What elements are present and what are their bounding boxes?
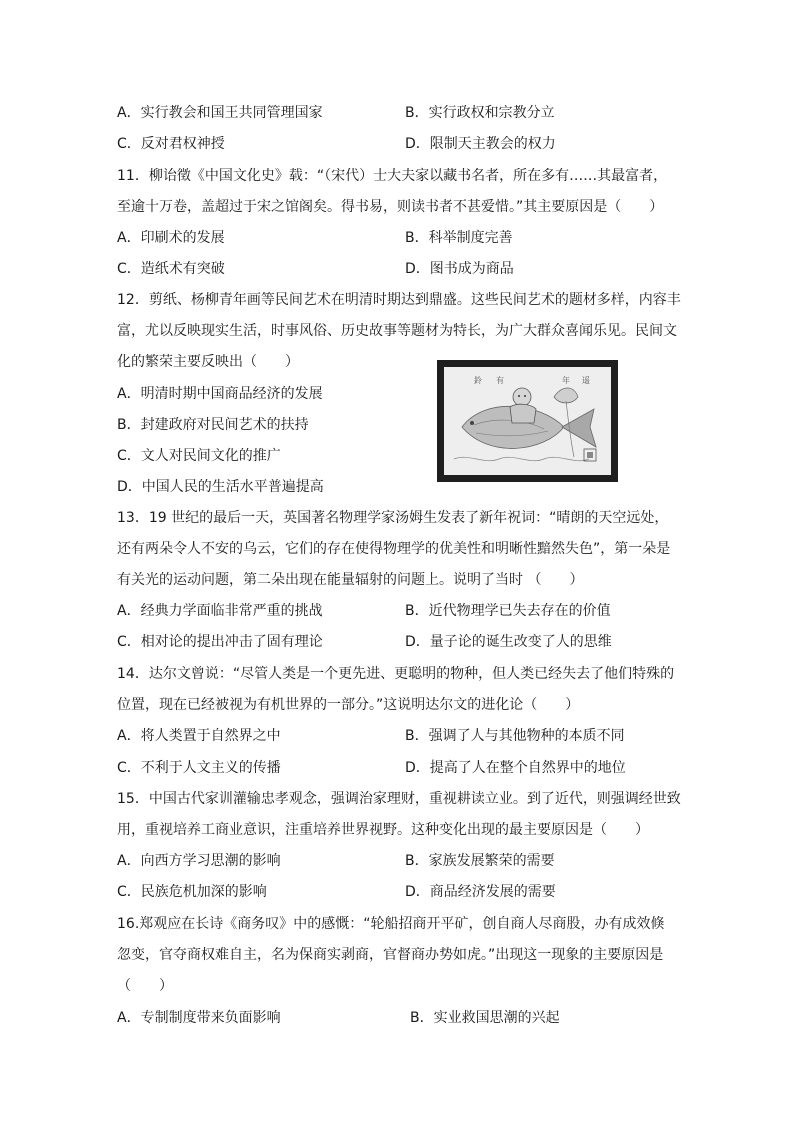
q15-option-d: D．商品经济发展的需要	[405, 884, 556, 900]
q15-stem-line-1: 15．中国古代家训灌输忠孝观念，强调治家理财，重视耕读立业。到了近代，则强调经世致	[117, 791, 681, 807]
painting-illustration	[444, 367, 611, 475]
q16-option-a: A．专制制度带来负面影响	[117, 1010, 281, 1026]
q15-option-a: A．向西方学习思潮的影响	[117, 853, 281, 869]
q11-option-b: B．科举制度完善	[405, 230, 513, 246]
q14-option-b: B．强调了人与其他物种的本质不同	[405, 728, 625, 744]
q13-option-b: B．近代物理学已失去存在的价值	[405, 603, 611, 619]
q15-stem-line-2: 用，重视培养工商业意识，注重培养世界视野。这种变化出现的最主要原因是（ ）	[117, 822, 649, 838]
q14-stem-line-2: 位置，现在已经被视为有机世界的一部分。”这说明达尔文的进化论（ ）	[117, 697, 580, 713]
q16-option-b: B．实业救国思潮的兴起	[410, 1010, 560, 1026]
painting-canvas	[444, 367, 611, 475]
q13-option-c: C．相对论的提出冲击了固有理论	[117, 634, 323, 650]
q16-stem-line-1: 16.郑观应在长诗《商务叹》中的感慨：“轮船招商开平矿，创自商人尽商股，办有成效倏	[117, 916, 665, 932]
caption-char-1: 鈴	[474, 376, 482, 385]
q11-stem-line-1: 11．柳诒徵《中国文化史》载：“（宋代）士大夫家以藏书名者，所在多有……其最富者，	[117, 168, 668, 184]
q11-option-a: A．印刷术的发展	[117, 230, 225, 246]
q14-stem-line-1: 14．达尔文曾说：“尽管人类是一个更先进、更聪明的物种，但人类已经失去了他们特殊的	[117, 666, 675, 682]
child-head-shape	[513, 388, 531, 406]
q10-option-c: C．反对君权神授	[117, 136, 225, 152]
q12-stem-line-3: 化的繁荣主要反映出（ ）	[117, 354, 299, 370]
caption-char-4: 遥	[582, 376, 590, 385]
q13-stem-line-3: 有关光的运动问题，第二朵出现在能量辐射的问题上。说明了当时 （ ）	[117, 572, 584, 588]
q14-option-c: C．不利于人文主义的传播	[117, 760, 281, 776]
new-year-painting-figure	[437, 360, 618, 482]
q13-stem-line-2: 还有两朵令人不安的乌云，它们的存在使得物理学的优美性和明晰性黯然失色”，第一朵是	[117, 541, 671, 557]
q13-option-a: A．经典力学面临非常严重的挑战	[117, 603, 323, 619]
q10-option-a: A．实行教会和国王共同管理国家	[117, 105, 323, 121]
q12-stem-line-1: 12．剪纸、杨柳青年画等民间艺术在明清时期达到鼎盛。这些民间艺术的题材多样，内容丰	[117, 292, 681, 308]
q10-option-b: B．实行政权和宗教分立	[405, 105, 555, 121]
q12-option-a: A．明清时期中国商品经济的发展	[117, 386, 323, 402]
caption-char-3: 年	[562, 376, 570, 385]
q10-option-d: D．限制天主教会的权力	[405, 136, 556, 152]
q13-stem-line-1: 13．19 世纪的最后一天，英国著名物理学家汤姆生发表了新年祝词：“晴朗的天空远处，	[117, 510, 669, 526]
caption-char-2: 有	[496, 376, 504, 385]
q12-option-b: B．封建政府对民间艺术的扶持	[117, 417, 309, 433]
q14-option-a: A．将人类置于自然界之中	[117, 728, 281, 744]
q11-stem-line-2: 至逾十万卷，盖超过于宋之馆阁矣。得书易，则读书者不甚爱惜。”其主要原因是（ ）	[117, 199, 664, 215]
q12-option-d: D．中国人民的生活水平普遍提高	[117, 479, 324, 495]
q14-option-d: D．提高了人在整个自然界中的地位	[405, 760, 626, 776]
q15-option-c: C．民族危机加深的影响	[117, 884, 267, 900]
q11-option-d: D．图书成为商品	[405, 261, 514, 277]
q13-option-d: D．量子论的诞生改变了人的思维	[405, 634, 612, 650]
q15-option-b: B．家族发展繁荣的需要	[405, 853, 555, 869]
q11-option-c: C．造纸术有突破	[117, 261, 225, 277]
q16-stem-line-3: （ ）	[117, 978, 173, 994]
q16-stem-line-2: 忽变，官夺商权难自主，名为保商实剥商，官督商办势如虎。”出现这一现象的主要原因是	[117, 947, 664, 963]
q12-stem-line-2: 富，尤以反映现实生活，时事风俗、历史故事等题材为特长，为广大群众喜闻乐见。民间文	[117, 323, 677, 339]
q12-option-c: C．文人对民间文化的推广	[117, 448, 281, 464]
